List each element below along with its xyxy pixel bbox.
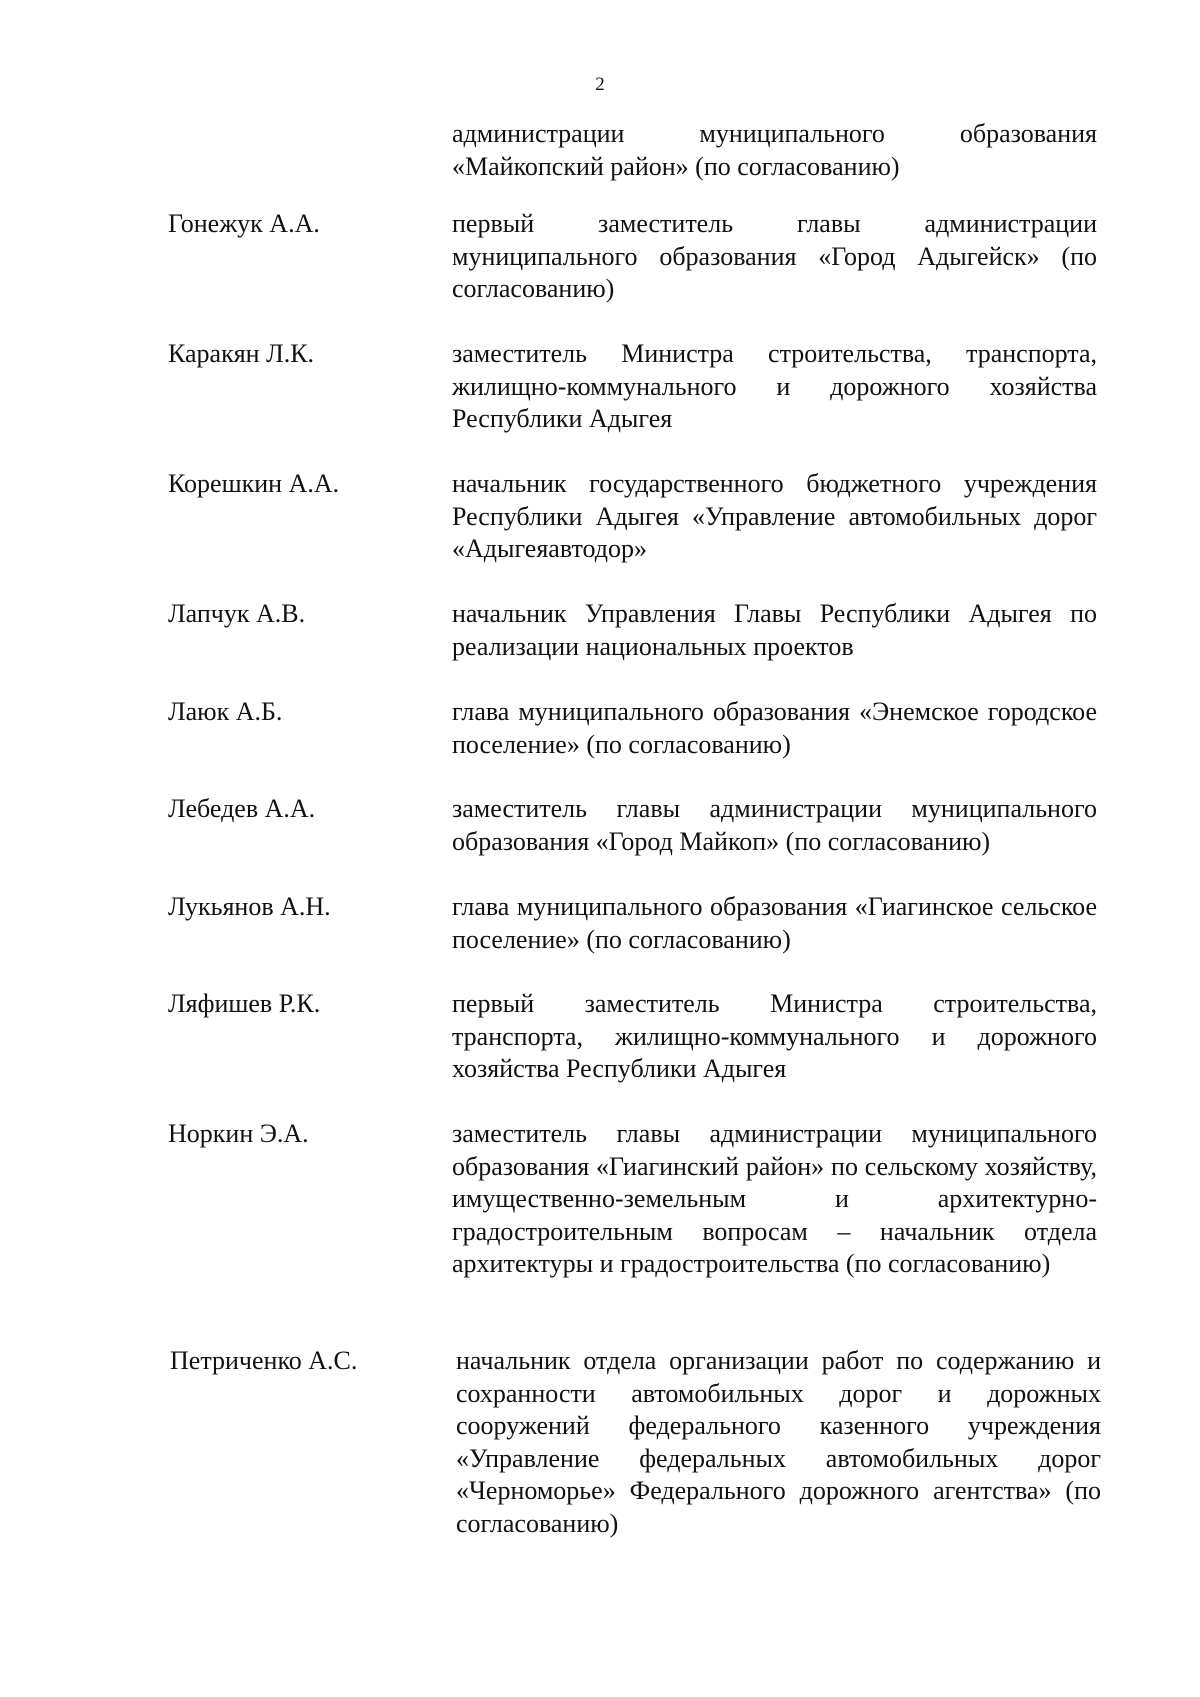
member-position: начальник отдела организации работ по содержанию и сохранности автомобильных дорог и дорожных сооружений федерального казенного учреждения «Управление федеральных автомобильных дорог «Черноморье» Федерального дорожного агентства» (по согласованию) [456, 1346, 1101, 1538]
member-position: заместитель главы администрации муниципального образования «Гиагинский район» по сельскому хозяйству, имущественно-земельным и архитектурно-градостроительным вопросам – начальник отдела архитектуры и градостроительства (по согласованию) [452, 1119, 1097, 1278]
member-name: Гонежук А.А. [168, 209, 320, 238]
member-name: Петриченко А.С. [170, 1346, 358, 1375]
member-name: Ляфишев Р.К. [168, 989, 321, 1018]
continuation-position-text: администрации муниципального образования «Майкопский район» (по согласованию) [452, 119, 1097, 181]
page-number: 2 [595, 74, 605, 95]
member-position: глава муниципального образования «Энемское городское поселение» (по согласованию) [452, 697, 1097, 759]
member-name: Лапчук А.В. [168, 599, 306, 628]
member-name: Каракян Л.К. [168, 339, 315, 368]
member-name: Корешкин А.А. [168, 469, 340, 498]
member-position: начальник государственного бюджетного учреждения Республики Адыгея «Управление автомобильных дорог «Адыгеяавтодор» [452, 469, 1097, 563]
member-position: первый заместитель Министра строительства, транспорта, жилищно-коммунального и дорожного хозяйства Республики Адыгея [452, 989, 1097, 1083]
member-name: Лебедев А.А. [168, 794, 316, 823]
member-name: Норкин Э.А. [168, 1119, 309, 1148]
member-name: Лаюк А.Б. [168, 697, 283, 726]
member-position: первый заместитель главы администрации муниципального образования «Город Адыгейск» (по согласованию) [452, 209, 1097, 303]
member-position: начальник Управления Главы Республики Адыгея по реализации национальных проектов [452, 599, 1097, 661]
member-name: Лукьянов А.Н. [168, 892, 331, 921]
member-position: заместитель главы администрации муниципального образования «Город Майкоп» (по согласованию) [452, 794, 1097, 856]
member-position: глава муниципального образования «Гиагинское сельское поселение» (по согласованию) [452, 892, 1097, 954]
member-position: заместитель Министра строительства, транспорта, жилищно-коммунального и дорожного хозяйства Республики Адыгея [452, 339, 1097, 433]
